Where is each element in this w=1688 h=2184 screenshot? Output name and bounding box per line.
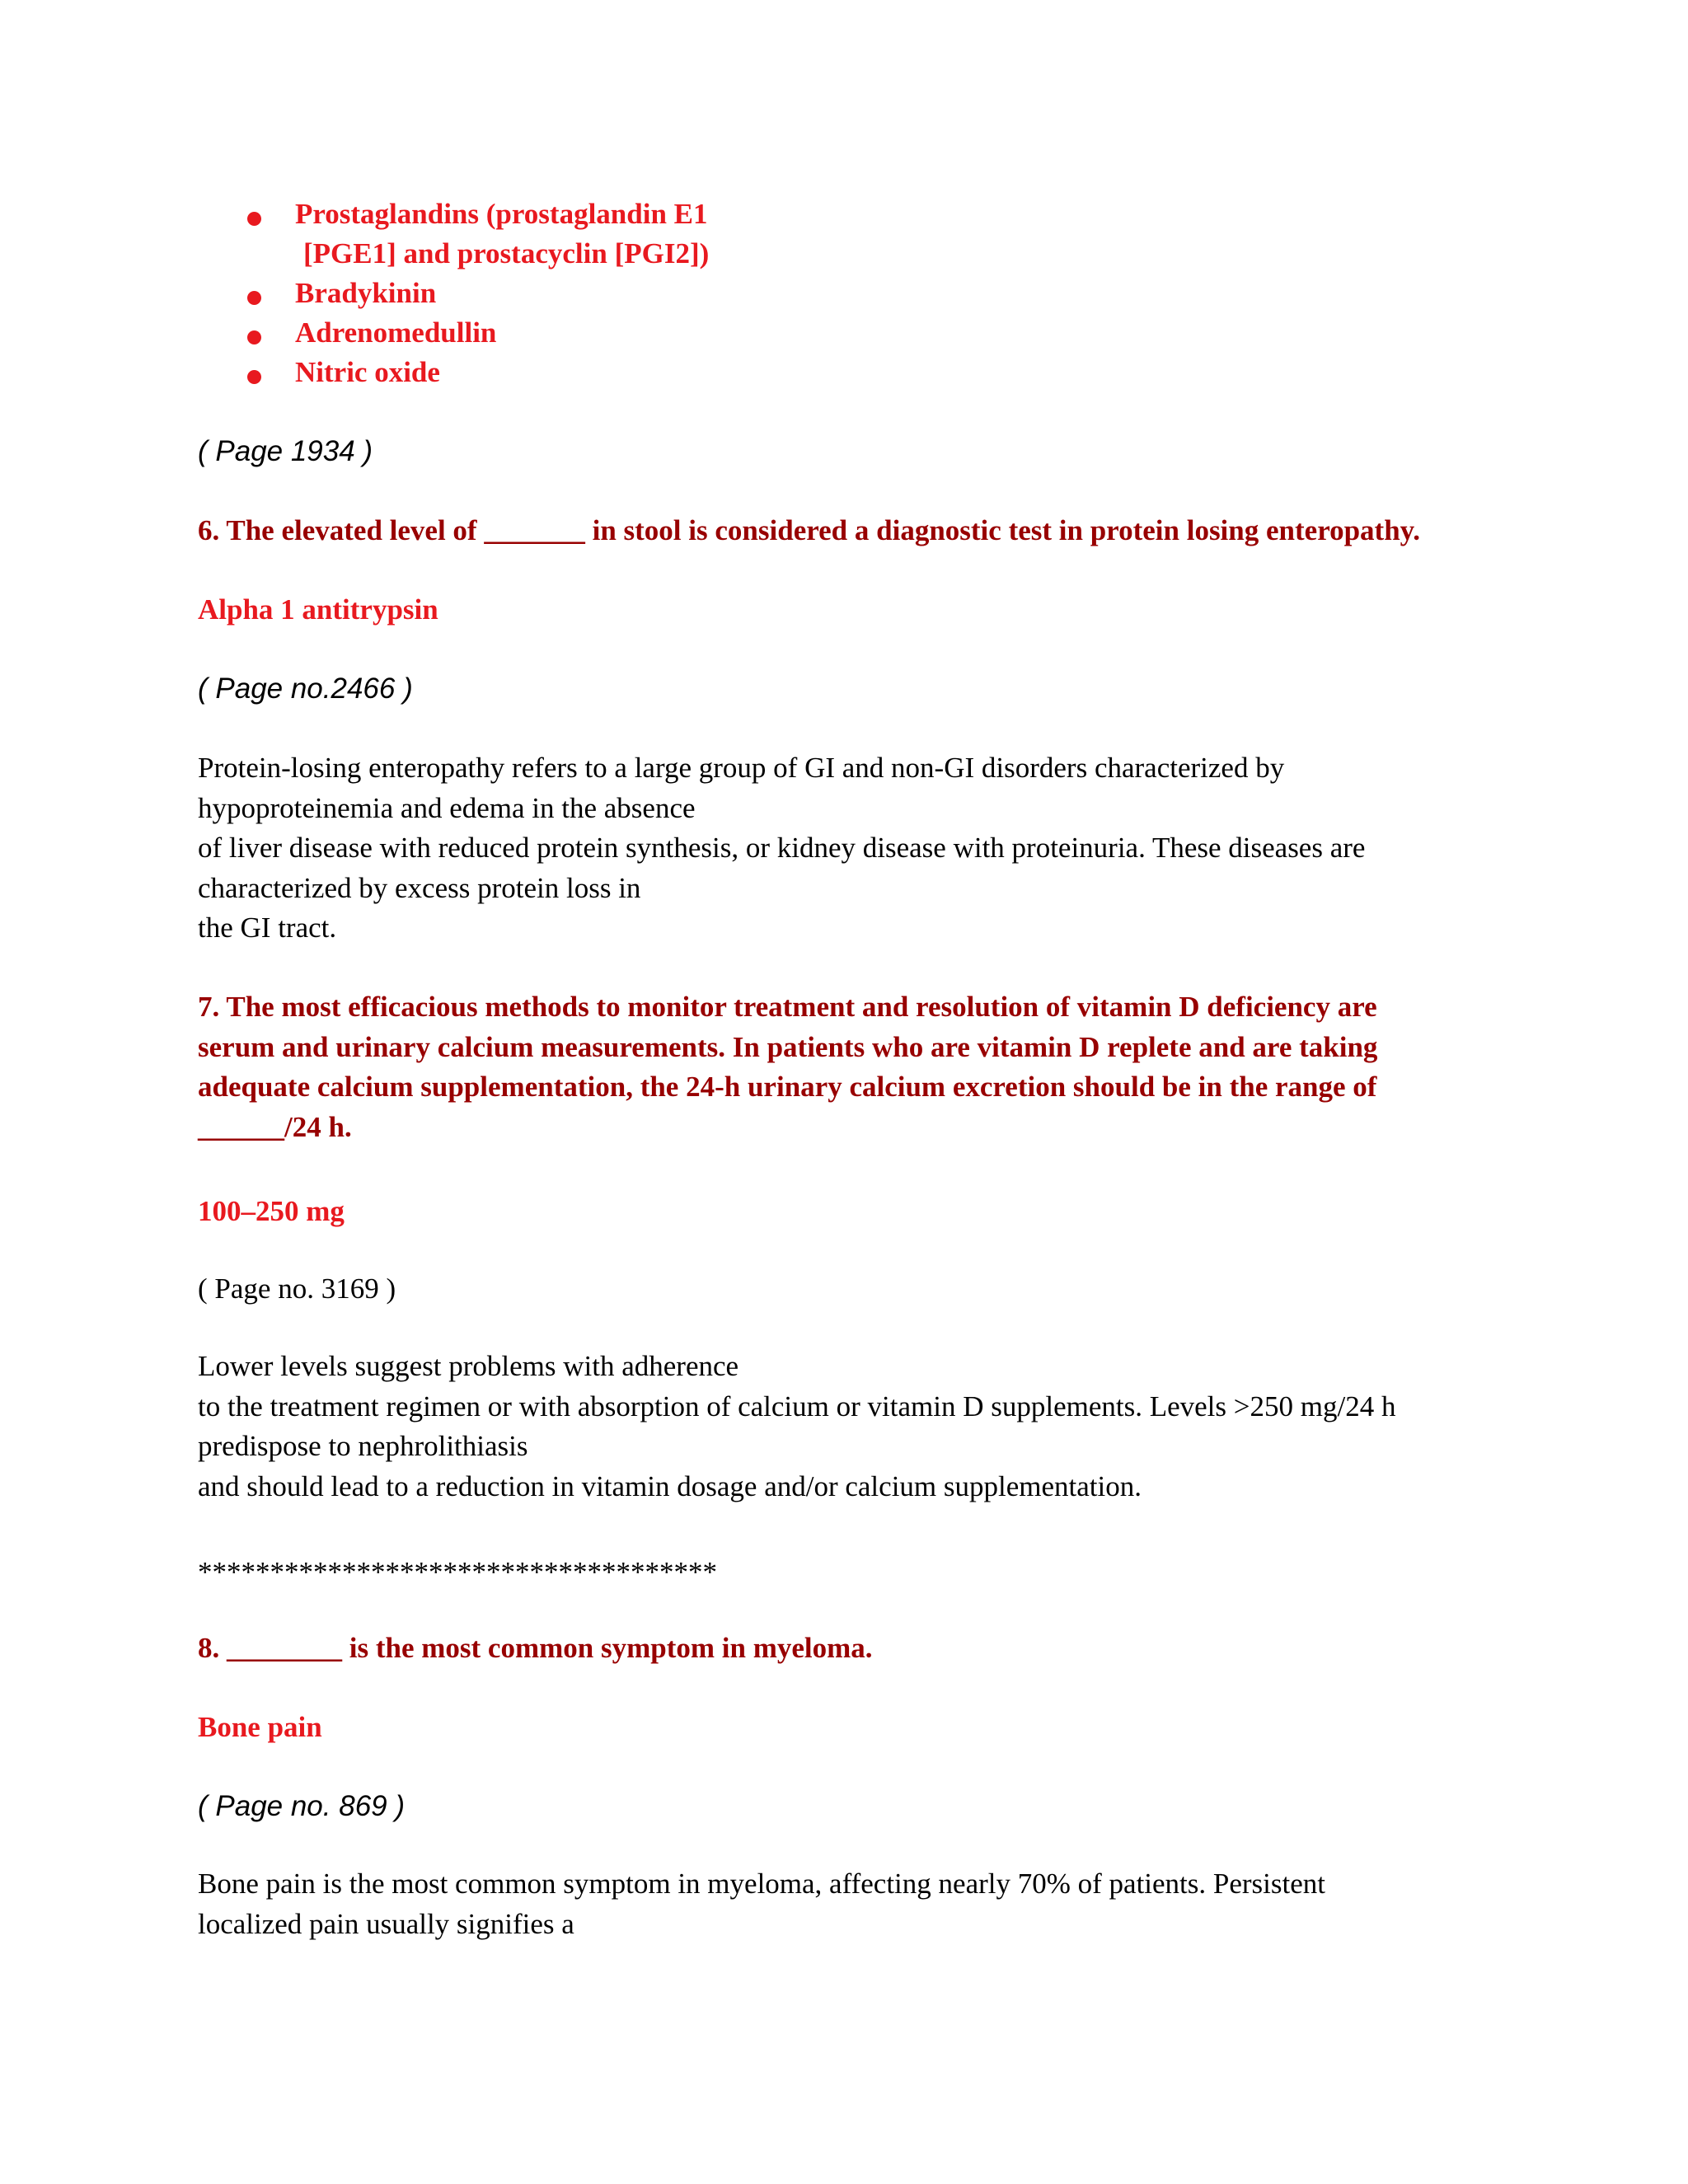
bullet-icon: [247, 330, 261, 344]
answer-6: Alpha 1 antitrypsin: [198, 593, 438, 626]
question-line: adequate calcium supplementation, the 24-h urinary calcium excretion should be in the range of: [198, 1071, 1377, 1103]
explanation-8: [198, 1864, 1325, 1944]
explanation-line: Bone pain is the most common symptom in myeloma, affecting nearly 70% of patients. Persistent: [198, 1868, 1326, 1900]
question-8: 8. ________ is the most common symptom in myeloma.: [198, 1632, 873, 1664]
explanation-line: and should lead to a reduction in vitamin dosage and/or calcium supplementation.: [198, 1469, 1142, 1502]
bullet-icon: [247, 212, 261, 226]
bullet-label: Adrenomedullin: [295, 316, 497, 349]
question-text: in stool is considered a diagnostic test in protein losing enteropathy.: [584, 514, 1420, 546]
separator: ************************************: [198, 1556, 717, 1588]
explanation-line: characterized by excess protein loss in: [198, 871, 641, 904]
page-reference: ( Page no. 3169 ): [198, 1272, 396, 1305]
answer-8: Bone pain: [198, 1711, 322, 1743]
explanation-line: of liver disease with reduced protein synthesis, or kidney disease with proteinuria. These diseases are: [198, 832, 1366, 864]
question-text: 6. The elevated level of: [198, 514, 485, 546]
explanation-line: predispose to nephrolithiasis: [198, 1430, 528, 1462]
bullet-label: Nitric oxide: [295, 356, 440, 388]
explanation-line: localized pain usually signifies a: [198, 1907, 574, 1940]
question-line: 7. The most efficacious methods to monitor treatment and resolution of vitamin D deficiency are: [198, 991, 1377, 1023]
question-line: ______/24 h.: [198, 1110, 352, 1143]
bullet-icon: [247, 370, 261, 384]
bullet-label: Bradykinin: [295, 277, 437, 309]
page-reference: ( Page no.2466 ): [198, 673, 413, 705]
explanation-line: the GI tract.: [198, 912, 337, 944]
explanation-6: [198, 748, 1365, 949]
explanation-line: to the treatment regimen or with absorption of calcium or vitamin D supplements. Levels >250 mg/24 h: [198, 1390, 1396, 1422]
page-reference: ( Page no. 869 ): [198, 1790, 405, 1822]
explanation-line: Protein-losing enteropathy refers to a large group of GI and non-GI disorders characterized by: [198, 752, 1285, 784]
question-6: [198, 514, 1420, 547]
explanation-line: hypoproteinemia and edema in the absence: [198, 791, 696, 824]
answer-7: 100–250 mg: [198, 1195, 345, 1227]
bullet-label: Prostaglandins (prostaglandin E1: [295, 198, 708, 230]
explanation-line: Lower levels suggest problems with adherence: [198, 1350, 739, 1382]
question-line: serum and urinary calcium measurements. In patients who are vitamin D replete and are taking: [198, 1030, 1378, 1063]
question-7: [198, 987, 1377, 1147]
explanation-7: [198, 1347, 1395, 1507]
answer-blank: _______: [484, 514, 585, 546]
page-reference: ( Page 1934 ): [198, 435, 373, 467]
bullet-icon: [247, 291, 261, 305]
bullet-label: [PGE1] and prostacyclin [PGI2]): [303, 237, 710, 269]
